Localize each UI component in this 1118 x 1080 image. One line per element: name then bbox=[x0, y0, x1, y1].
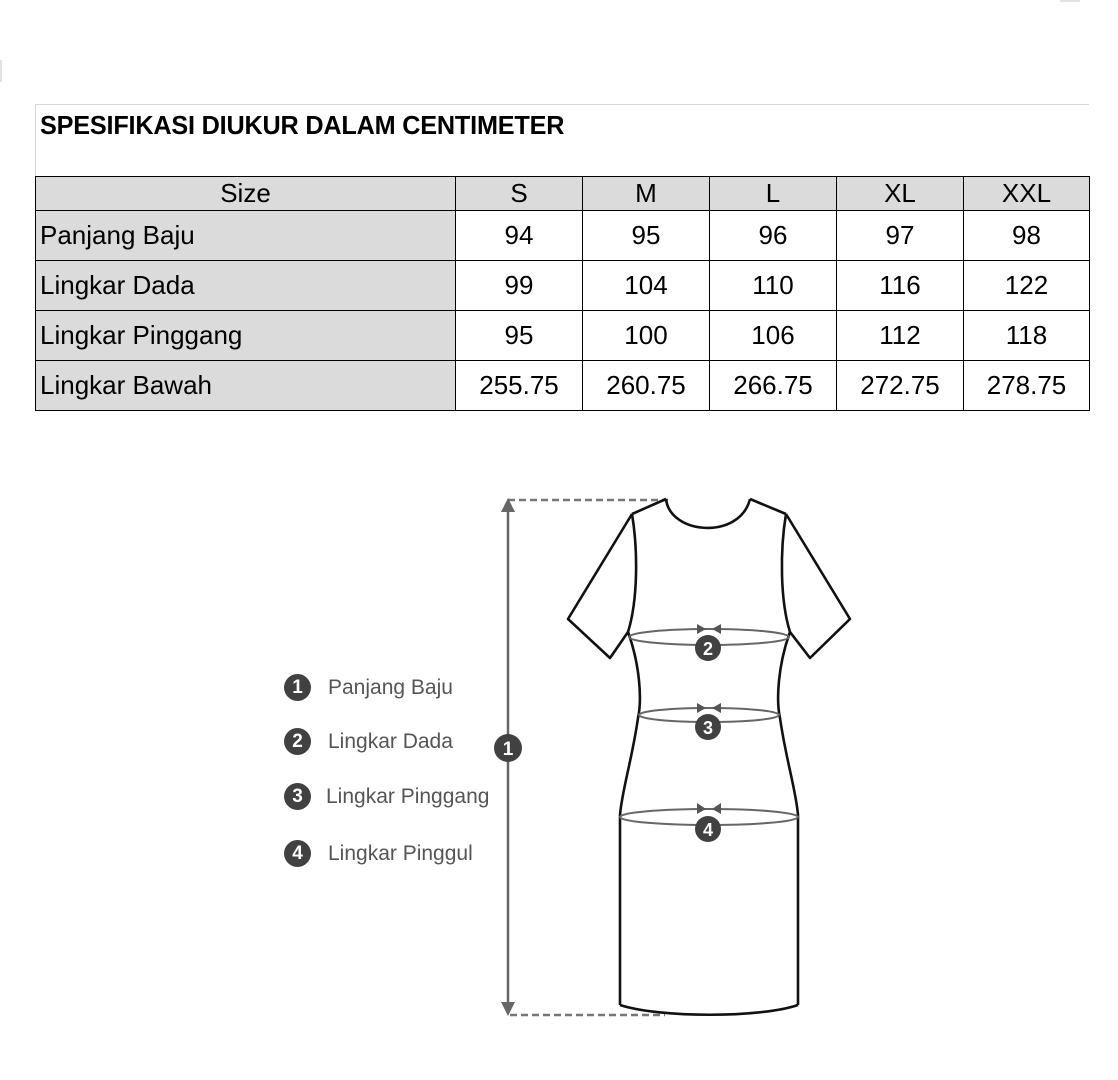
page-title: SPESIFIKASI DIUKUR DALAM CENTIMETER bbox=[40, 110, 565, 140]
header-size-xxl: XXL bbox=[964, 177, 1090, 211]
table-cell: 96 bbox=[710, 211, 837, 261]
table-cell: 95 bbox=[456, 311, 583, 361]
legend-label: Lingkar Pinggul bbox=[328, 842, 473, 865]
table-cell: 272.75 bbox=[837, 361, 964, 411]
badge-chest bbox=[695, 635, 721, 661]
header-size-l: L bbox=[710, 177, 837, 211]
corner-artifact bbox=[1060, 0, 1080, 2]
table-cell: 266.75 bbox=[710, 361, 837, 411]
table-cell: 94 bbox=[456, 211, 583, 261]
svg-text:3: 3 bbox=[702, 718, 714, 738]
table-cell: 99 bbox=[456, 261, 583, 311]
legend-label: Lingkar Pinggang bbox=[326, 785, 490, 808]
table-cell: 278.75 bbox=[964, 361, 1090, 411]
table-cell: 118 bbox=[964, 311, 1090, 361]
number-badge-icon: 2 bbox=[284, 728, 311, 755]
table-row bbox=[36, 311, 1090, 361]
table-row bbox=[36, 211, 1090, 261]
table-cell: 112 bbox=[837, 311, 964, 361]
table-row bbox=[36, 261, 1090, 311]
table-cell: 106 bbox=[710, 311, 837, 361]
table-cell: 110 bbox=[710, 261, 837, 311]
table-cell: 116 bbox=[837, 261, 964, 311]
table-header-row bbox=[36, 177, 1090, 211]
row-label: Lingkar Pinggang bbox=[36, 311, 456, 361]
badge-waist bbox=[695, 714, 721, 740]
table-cell: 122 bbox=[964, 261, 1090, 311]
badge-hip bbox=[695, 816, 721, 842]
row-label: Panjang Baju bbox=[36, 211, 456, 261]
table-cell: 97 bbox=[837, 211, 964, 261]
title-block bbox=[35, 104, 1089, 176]
svg-text:2: 2 bbox=[702, 639, 714, 659]
header-size-m: M bbox=[583, 177, 710, 211]
legend-label: Lingkar Dada bbox=[328, 730, 453, 753]
table-cell: 98 bbox=[964, 211, 1090, 261]
table-cell: 255.75 bbox=[456, 361, 583, 411]
row-label: Lingkar Dada bbox=[36, 261, 456, 311]
row-label: Lingkar Bawah bbox=[36, 361, 456, 411]
length-measure-line bbox=[501, 498, 668, 1016]
dress-measurement-diagram bbox=[0, 420, 1118, 1080]
edge-artifact bbox=[0, 60, 2, 82]
table-cell: 100 bbox=[583, 311, 710, 361]
number-badge-icon: 1 bbox=[284, 674, 311, 701]
legend-label: Panjang Baju bbox=[328, 676, 453, 699]
table-cell: 260.75 bbox=[583, 361, 710, 411]
number-badge-icon: 3 bbox=[284, 783, 311, 810]
svg-text:1: 1 bbox=[502, 739, 514, 760]
dress-outline bbox=[568, 499, 850, 1015]
svg-text:4: 4 bbox=[702, 820, 714, 840]
badge-length bbox=[494, 734, 522, 762]
table-row bbox=[36, 361, 1090, 411]
table-cell: 95 bbox=[583, 211, 710, 261]
table-cell: 104 bbox=[583, 261, 710, 311]
header-size-s: S bbox=[456, 177, 583, 211]
size-chart-table bbox=[35, 176, 1090, 411]
number-badge-icon: 4 bbox=[284, 840, 311, 867]
header-size-label: Size bbox=[36, 177, 456, 211]
header-size-xl: XL bbox=[837, 177, 964, 211]
